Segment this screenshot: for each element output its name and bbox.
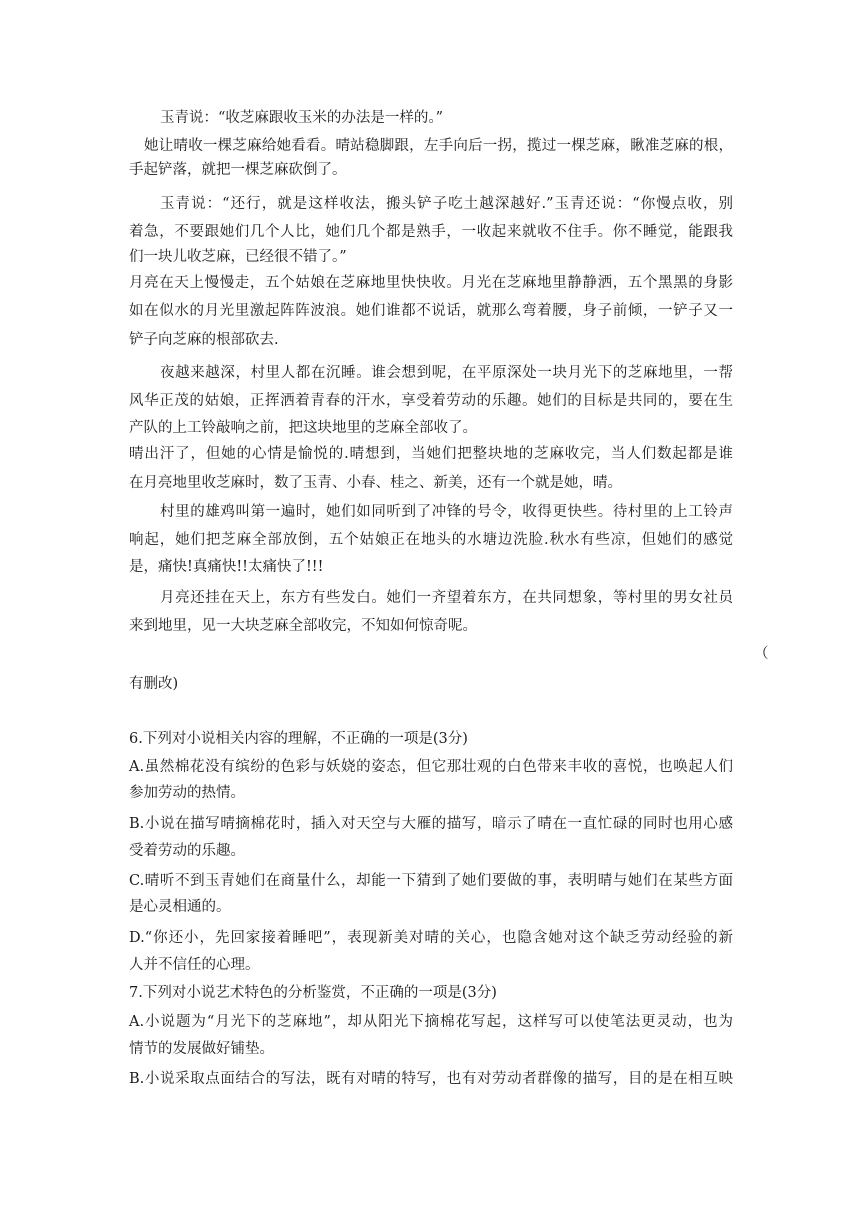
text-line: 是，痛快!真痛快!!太痛快了!!!	[129, 559, 324, 575]
text-line: 来到地里，见一大块芝麻全部收完，不知如何惊奇呢。	[129, 618, 477, 634]
text-line: 着急，不要跟她们几个人比，她们几个都是熟手，一收起来就收不住手。你不睡觉，能跟我	[129, 224, 733, 240]
text-line: 响起，她们把芝麻全部放倒，五个姑娘正在地头的水塘边洗脸.秋水有些凉，但她们的感觉	[129, 532, 733, 548]
option-6c: C.晴听不到玉青她们在商量什么，却能一下猜到了她们要做的事，表明晴与她们在某些方面	[129, 873, 733, 889]
text-line: 在月亮地里收芝麻时，数了玉青、小春、桂之、新美，还有一个就是她，晴。	[129, 475, 622, 491]
text-line: 产队的上工铃敲响之前，把这块地里的芝麻全部收了。	[129, 420, 477, 436]
option-6b-cont: 受着劳动的乐趣。	[129, 843, 245, 859]
question-7: 7.下列对小说艺术特色的分析鉴赏，不正确的一项是(3分)	[129, 985, 497, 1001]
option-7a: A.小说题为“月光下的芝麻地”，却从阳光下摘棉花写起，这样写可以使笔法更灵动，也为	[129, 1014, 733, 1030]
text-line: 玉青说：“收芝麻跟收玉米的办法是一样的。”	[160, 110, 444, 126]
text-line: 她让晴收一棵芝麻给她看看。晴站稳脚跟，左手向后一拐，揽过一棵芝麻，瞅准芝麻的根，	[144, 138, 733, 154]
parenthesis-open: （	[754, 646, 769, 662]
option-6d: D.“你还小，先回家接着睡吧”，表现新美对晴的关心，也隐含她对这个缺乏劳动经验的新	[129, 930, 733, 946]
text-line: 月亮还挂在天上，东方有些发白。她们一齐望着东方，在共同想象，等村里的男女社员	[160, 590, 733, 606]
source-note: 有删改)	[129, 676, 179, 692]
text-line: 铲子向芝麻的根部砍去.	[129, 332, 279, 348]
option-6a-cont: 参加劳动的热情。	[129, 785, 245, 801]
text-line: 玉青说：“还行，就是这样收法，搬头铲子吃土越深越好.”玉青还说：“你慢点收，别	[160, 196, 733, 212]
option-6a: A.虽然棉花没有缤纷的色彩与妖娆的姿态，但它那壮观的白色带来丰收的喜悦，也唤起人们	[129, 759, 733, 775]
text-line: 晴出汗了，但她的心情是愉悦的.晴想到，当她们把整块地的芝麻收完，当人们数起都是谁	[129, 446, 733, 462]
text-line: 手起铲落，就把一棵芝麻砍倒了。	[129, 162, 347, 178]
text-line: 风华正茂的姑娘，正挥洒着青春的汗水，享受着劳动的乐趣。她们的目标是共同的，要在生	[129, 393, 733, 409]
text-line: 们一块儿收芝麻，已经很不错了。”	[129, 249, 347, 265]
text-line: 月亮在天上慢慢走，五个姑娘在芝麻地里快快收。月光在芝麻地里静静洒，五个黑黑的身影	[129, 275, 733, 291]
option-6b: B.小说在描写晴摘棉花时，插入对天空与大雁的描写，暗示了晴在一直忙碌的同时也用心感	[129, 816, 733, 832]
question-6: 6.下列对小说相关内容的理解，不正确的一项是(3分)	[129, 731, 468, 747]
option-6d-cont: 人并不信任的心理。	[129, 957, 260, 973]
option-6c-cont: 是心灵相通的。	[129, 899, 231, 915]
text-line: 夜越来越深，村里人都在沉睡。谁会想到呢，在平原深处一块月光下的芝麻地里，一帮	[160, 365, 733, 381]
text-line: 村里的雄鸡叫第一遍时，她们如同听到了冲锋的号令，收得更快些。待村里的上工铃声	[160, 504, 733, 520]
option-7a-cont: 情节的发展做好铺垫。	[129, 1041, 274, 1057]
option-7b: B.小说采取点面结合的写法，既有对晴的特写，也有对劳动者群像的描写，目的是在相互映	[129, 1071, 733, 1087]
text-line: 如在似水的月光里激起阵阵波浪。她们谁都不说话，就那么弯着腰，身子前倾，一铲子又一	[129, 303, 733, 319]
